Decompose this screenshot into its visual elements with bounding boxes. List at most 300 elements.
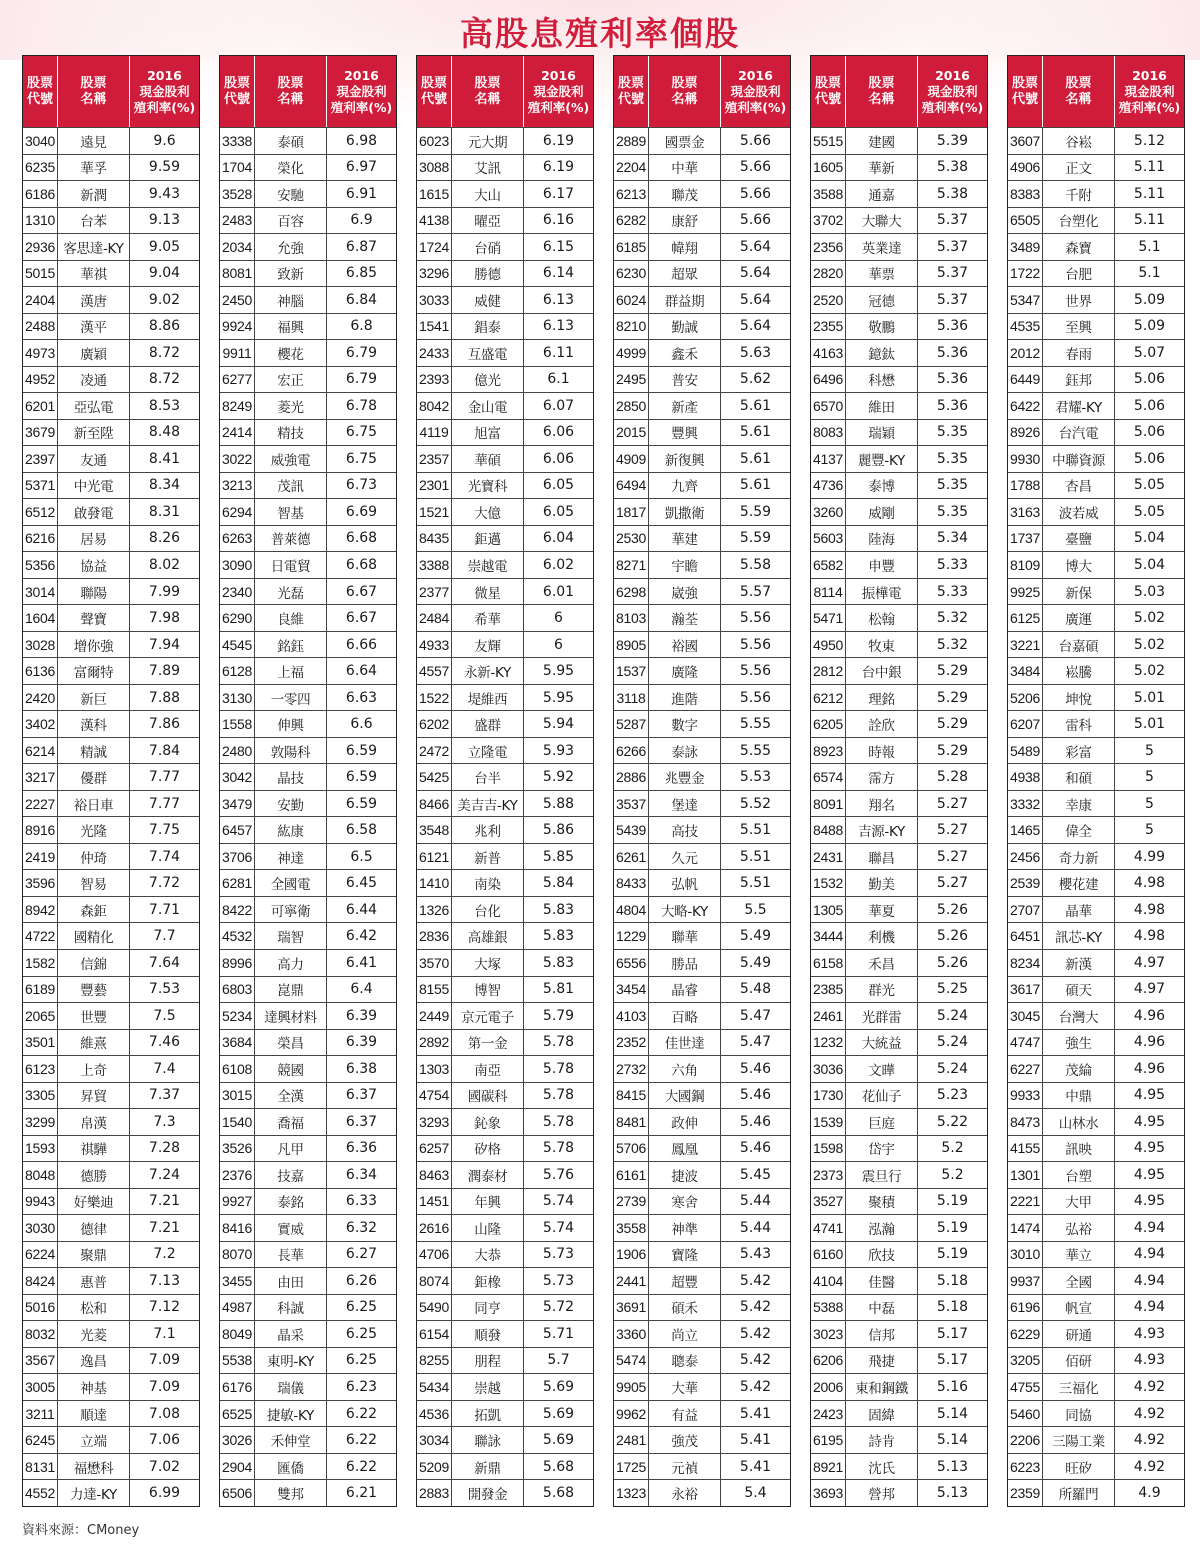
table-header (23, 56, 199, 127)
stock-code: 6266 (614, 738, 649, 764)
stock-code: 2616 (417, 1215, 452, 1241)
dividend-yield: 5.71 (542, 1325, 575, 1342)
dividend-yield: 6.16 (542, 212, 575, 229)
stock-name: 光隆 (58, 817, 130, 843)
dividend-yield: 6.02 (542, 557, 575, 573)
stock-name: 佳世達 (649, 1030, 721, 1056)
stock-name: 帆宣 (1043, 1295, 1115, 1321)
dividend-yield: 5.19 (936, 1246, 969, 1263)
table-row (811, 1320, 987, 1347)
dividend-yield: 5.29 (936, 663, 969, 680)
stock-code: 2373 (811, 1162, 846, 1188)
stock-code: 9905 (614, 1374, 649, 1400)
stock-name: 長華 (255, 1242, 327, 1268)
stock-code: 3693 (811, 1480, 846, 1506)
dividend-yield: 6.45 (345, 875, 378, 892)
stock-code: 2359 (1008, 1480, 1043, 1506)
table-row (220, 1029, 396, 1056)
stock-name: 維熹 (58, 1030, 130, 1056)
stock-code: 3684 (220, 1030, 255, 1056)
table-row (417, 1188, 593, 1215)
table-row (1008, 1135, 1184, 1162)
table-row (811, 525, 987, 552)
dividend-yield: 6.97 (345, 159, 378, 176)
stock-code: 3527 (811, 1189, 846, 1215)
stock-code: 3454 (614, 977, 649, 1003)
table-row (1008, 1294, 1184, 1321)
stock-code: 6290 (220, 605, 255, 631)
table-row (614, 1029, 790, 1056)
dividend-yield: 6.19 (542, 159, 575, 176)
table-row (811, 657, 987, 684)
stock-code: 2204 (614, 155, 649, 181)
dividend-yield: 5.06 (1133, 450, 1166, 467)
stock-name: 順達 (58, 1401, 130, 1427)
stock-name: 台塑 (1043, 1162, 1115, 1188)
stock-code: 1451 (417, 1189, 452, 1215)
stock-code: 4736 (811, 473, 846, 499)
dividend-yield: 5.78 (542, 1060, 575, 1077)
dividend-yield: 5.12 (1133, 132, 1166, 149)
table-row (417, 896, 593, 923)
table-row (1008, 1479, 1184, 1506)
stock-name: 瀚荃 (649, 605, 721, 631)
table-row (1008, 763, 1184, 790)
stock-name: 岱宇 (846, 1136, 918, 1162)
dividend-yield: 5.88 (542, 795, 575, 812)
stock-code: 9927 (220, 1189, 255, 1215)
stock-name: 華祺 (58, 261, 130, 287)
dividend-yield: 9.02 (148, 291, 181, 308)
stock-name: 中聯資源 (1043, 446, 1115, 472)
dividend-yield: 5.52 (739, 795, 772, 812)
stock-name: 豐興 (649, 420, 721, 446)
stock-name: 技嘉 (255, 1162, 327, 1188)
table-row (220, 869, 396, 896)
stock-code: 8463 (417, 1162, 452, 1188)
stock-name: 崑鼎 (255, 977, 327, 1003)
stock-name: 勝德 (452, 261, 524, 287)
table-row (220, 631, 396, 658)
stock-code: 4722 (23, 923, 58, 949)
stock-code: 9925 (1008, 579, 1043, 605)
table-row (1008, 1373, 1184, 1400)
stock-name: 實威 (255, 1215, 327, 1241)
dividend-yield: 5.07 (1133, 344, 1166, 361)
table-row (1008, 1241, 1184, 1268)
stock-name: 東和鋼鐵 (846, 1374, 918, 1400)
dividend-yield: 5.47 (739, 1034, 772, 1051)
table-row (614, 1373, 790, 1400)
table-row (1008, 1188, 1184, 1215)
stock-code: 2433 (417, 340, 452, 366)
stock-code: 2376 (220, 1162, 255, 1188)
stock-code: 5471 (811, 605, 846, 631)
stock-code: 2414 (220, 420, 255, 446)
stock-name: 互盛電 (452, 340, 524, 366)
dividend-yield: 4.93 (1133, 1352, 1166, 1369)
dividend-yield: 6.59 (345, 769, 378, 786)
stock-name: 有益 (649, 1401, 721, 1427)
stock-code: 6128 (220, 658, 255, 684)
stock-code: 1788 (1008, 473, 1043, 499)
stock-name: 六角 (649, 1056, 721, 1082)
stock-name: 台汽電 (1043, 420, 1115, 446)
table-row (417, 1161, 593, 1188)
stock-code: 3444 (811, 923, 846, 949)
dividend-yield: 5.85 (542, 848, 575, 865)
dividend-yield: 6.99 (148, 1485, 181, 1502)
header-dividend-yield: 2016 現金股利 殖利率(%) (330, 67, 393, 115)
stock-code: 6457 (220, 817, 255, 843)
stock-name: 普萊德 (255, 526, 327, 552)
dividend-yield: 5.66 (739, 185, 772, 202)
table-row (811, 790, 987, 817)
dividend-yield: 9.6 (153, 132, 176, 149)
table-row (811, 233, 987, 260)
stock-name: 福懋科 (58, 1454, 130, 1480)
stock-code: 6185 (614, 234, 649, 260)
dividend-yield: 5.24 (936, 1007, 969, 1024)
table-row (1008, 816, 1184, 843)
stock-code: 1541 (417, 314, 452, 340)
stock-code: 6282 (614, 208, 649, 234)
dividend-yield: 7.77 (148, 769, 181, 786)
dividend-yield: 7.4 (153, 1060, 176, 1077)
stock-code: 2539 (1008, 870, 1043, 896)
table-row (417, 578, 593, 605)
dividend-yield: 6.23 (345, 1378, 378, 1395)
dividend-yield: 7.75 (148, 822, 181, 839)
stock-code: 8255 (417, 1348, 452, 1374)
stock-name: 艾訊 (452, 155, 524, 181)
table-row (1008, 1267, 1184, 1294)
table-row (811, 1241, 987, 1268)
stock-code: 8422 (220, 897, 255, 923)
dividend-yield: 5.69 (542, 1378, 575, 1395)
table-row (23, 1161, 199, 1188)
dividend-yield: 8.26 (148, 530, 181, 547)
table-row (811, 843, 987, 870)
stock-code: 1305 (811, 897, 846, 923)
dividend-yield: 6.79 (345, 371, 378, 388)
stock-name: 崇越 (452, 1374, 524, 1400)
table-row (614, 498, 790, 525)
stock-code: 8383 (1008, 181, 1043, 207)
dividend-yield: 7.53 (148, 981, 181, 998)
stock-code: 1474 (1008, 1215, 1043, 1241)
stock-name: 霈方 (846, 764, 918, 790)
stock-name: 強茂 (649, 1427, 721, 1453)
stock-name: 凱撒衛 (649, 499, 721, 525)
table-row (417, 657, 593, 684)
table-row (417, 260, 593, 287)
dividend-yield: 5.84 (542, 875, 575, 892)
stock-code: 3617 (1008, 977, 1043, 1003)
table-row (417, 1400, 593, 1427)
table-row (417, 1108, 593, 1135)
stock-name: 微星 (452, 579, 524, 605)
stock-code: 3388 (417, 552, 452, 578)
table-row (811, 392, 987, 419)
table-row (23, 1294, 199, 1321)
dividend-yield: 5.32 (936, 636, 969, 653)
table-row (417, 976, 593, 1003)
stock-code: 2889 (614, 128, 649, 154)
table-row (614, 949, 790, 976)
stock-name: 櫻花 (255, 340, 327, 366)
dividend-yield: 5.55 (739, 716, 772, 733)
stock-name: 上福 (255, 658, 327, 684)
stock-name: 富爾特 (58, 658, 130, 684)
dividend-yield: 7.3 (153, 1113, 176, 1130)
table-row (23, 869, 199, 896)
dividend-yield: 8.41 (148, 450, 181, 467)
stock-code: 2301 (417, 473, 452, 499)
dividend-yield: 5.36 (936, 371, 969, 388)
dividend-yield: 7.72 (148, 875, 181, 892)
dividend-yield: 7.09 (148, 1378, 181, 1395)
table-row (23, 1241, 199, 1268)
stock-code: 5474 (614, 1348, 649, 1374)
stock-name: 大略-KY (649, 897, 721, 923)
table-row (1008, 1082, 1184, 1109)
stock-code: 5425 (417, 764, 452, 790)
header-stock-name: 股票 名稱 (58, 56, 130, 127)
stock-code: 3570 (417, 950, 452, 976)
table-row (220, 127, 396, 154)
dividend-yield: 7.71 (148, 901, 181, 918)
dividend-yield: 5.61 (739, 477, 772, 494)
stock-name: 泰碩 (255, 128, 327, 154)
stock-name: 至興 (1043, 314, 1115, 340)
dividend-yield: 7.02 (148, 1458, 181, 1475)
stock-name: 三福化 (1043, 1374, 1115, 1400)
table-row (417, 1373, 593, 1400)
stock-name: 申豐 (846, 552, 918, 578)
dividend-yield: 7.74 (148, 848, 181, 865)
stock-name: 新潤 (58, 181, 130, 207)
table-row (417, 1241, 593, 1268)
stock-name: 尚立 (649, 1321, 721, 1347)
stock-code: 9911 (220, 340, 255, 366)
stock-name: 華新 (846, 155, 918, 181)
dividend-yield: 5.58 (739, 557, 772, 573)
stock-code: 2431 (811, 844, 846, 870)
stock-name: 光菱 (58, 1321, 130, 1347)
stock-code: 2449 (417, 1003, 452, 1029)
dividend-yield: 5.43 (739, 1246, 772, 1263)
stock-code: 6574 (811, 764, 846, 790)
dividend-yield: 6.1 (547, 371, 570, 388)
stock-name: 惠普 (58, 1268, 130, 1294)
table-row (220, 710, 396, 737)
stock-code: 8249 (220, 393, 255, 419)
table-row (23, 286, 199, 313)
dividend-yield: 5.09 (1133, 291, 1166, 308)
dividend-yield: 6.13 (542, 291, 575, 308)
stock-code: 6186 (23, 181, 58, 207)
stock-name: 大億 (452, 499, 524, 525)
table-row (614, 392, 790, 419)
dividend-yield: 6.34 (345, 1166, 378, 1183)
stock-name: 泓瀚 (846, 1215, 918, 1241)
table-row (23, 896, 199, 923)
table-row (417, 154, 593, 181)
stock-code: 6123 (23, 1056, 58, 1082)
stock-code: 8103 (614, 605, 649, 631)
table-row (811, 1294, 987, 1321)
stock-name: 瑞穎 (846, 420, 918, 446)
dividend-yield: 6.11 (542, 344, 575, 361)
dividend-yield: 5.4 (744, 1485, 767, 1502)
stock-name: 錩泰 (452, 314, 524, 340)
stock-code: 8996 (220, 950, 255, 976)
dividend-yield: 5.13 (936, 1485, 969, 1502)
table-row (614, 1347, 790, 1374)
stock-name: 鑫禾 (649, 340, 721, 366)
stock-name: 谷崧 (1043, 128, 1115, 154)
header-stock-code: 股票 代號 (23, 56, 58, 127)
stock-name: 鈺邦 (1043, 367, 1115, 393)
stock-name: 坤悅 (1043, 685, 1115, 711)
stock-code: 6422 (1008, 393, 1043, 419)
table-row (23, 180, 199, 207)
table-row (220, 551, 396, 578)
table-row (1008, 1400, 1184, 1427)
stock-name: 廣運 (1043, 605, 1115, 631)
dividend-yield: 8.48 (148, 424, 181, 441)
table-row (23, 1267, 199, 1294)
stock-name: 森寶 (1043, 234, 1115, 260)
dividend-yield: 5.56 (739, 610, 772, 627)
dividend-yield: 5.19 (936, 1219, 969, 1236)
stock-name: 松和 (58, 1295, 130, 1321)
table-row (811, 976, 987, 1003)
stock-code: 2812 (811, 658, 846, 684)
stock-code: 6449 (1008, 367, 1043, 393)
table-row (811, 1479, 987, 1506)
stock-code: 1593 (23, 1136, 58, 1162)
table-row (220, 816, 396, 843)
stock-code: 2461 (811, 1003, 846, 1029)
stock-name: 南亞 (452, 1056, 524, 1082)
stock-name: 台嘉碩 (1043, 632, 1115, 658)
stock-code: 6201 (23, 393, 58, 419)
stock-code: 2820 (811, 261, 846, 287)
stock-code: 1532 (811, 870, 846, 896)
table-row (220, 843, 396, 870)
dividend-yield: 5.63 (739, 344, 772, 361)
stock-name: 匯僑 (255, 1454, 327, 1480)
table-row (220, 737, 396, 764)
stock-name: 康舒 (649, 208, 721, 234)
stock-code: 2423 (811, 1401, 846, 1427)
stock-code: 2377 (417, 579, 452, 605)
table-row (23, 1002, 199, 1029)
dividend-yield: 5.24 (936, 1060, 969, 1077)
stock-code: 3479 (220, 791, 255, 817)
stock-code: 3558 (614, 1215, 649, 1241)
dividend-yield: 5.68 (542, 1458, 575, 1475)
stock-name: 森鉅 (58, 897, 130, 923)
stock-name: 全漢 (255, 1083, 327, 1109)
dividend-yield: 5.27 (936, 822, 969, 839)
stock-name: 菱光 (255, 393, 327, 419)
stock-name: 神準 (649, 1215, 721, 1241)
dividend-yield: 7.99 (148, 583, 181, 600)
table-row (1008, 339, 1184, 366)
dividend-yield: 5.17 (936, 1352, 969, 1369)
dividend-yield: 6.64 (345, 663, 378, 680)
dividend-yield: 5.94 (542, 716, 575, 733)
stock-name: 文曄 (846, 1056, 918, 1082)
dividend-yield: 6.13 (542, 318, 575, 335)
dividend-yield: 5.42 (739, 1352, 772, 1369)
dividend-yield: 5.83 (542, 954, 575, 971)
table-row (811, 949, 987, 976)
stock-code: 3706 (220, 844, 255, 870)
stock-code: 8481 (614, 1109, 649, 1135)
stock-code: 3022 (220, 446, 255, 472)
stock-name: 弘裕 (1043, 1215, 1115, 1241)
dividend-yield: 7.21 (148, 1193, 181, 1210)
stock-name: 營邦 (846, 1480, 918, 1506)
stock-name: 中鼎 (1043, 1083, 1115, 1109)
table-row (614, 631, 790, 658)
table-row (1008, 790, 1184, 817)
stock-code: 1615 (417, 181, 452, 207)
stock-code: 1725 (614, 1454, 649, 1480)
table-row (417, 843, 593, 870)
dividend-yield: 5.51 (739, 875, 772, 892)
table-row (23, 472, 199, 499)
stock-code: 4741 (811, 1215, 846, 1241)
stock-code: 4104 (811, 1268, 846, 1294)
stock-code: 2472 (417, 738, 452, 764)
dividend-yield: 5.73 (542, 1272, 575, 1289)
table-row (220, 578, 396, 605)
table-row (220, 896, 396, 923)
stock-name: 帛漢 (58, 1109, 130, 1135)
stock-code: 6205 (811, 711, 846, 737)
stock-name: 振樺電 (846, 579, 918, 605)
dividend-yield: 5.48 (739, 981, 772, 998)
stock-name: 裕日車 (58, 791, 130, 817)
table-row (417, 1055, 593, 1082)
stock-name: 台化 (452, 897, 524, 923)
table-row (1008, 260, 1184, 287)
stock-code: 8921 (811, 1454, 846, 1480)
stock-code: 2441 (614, 1268, 649, 1294)
dividend-yield: 5.92 (542, 769, 575, 786)
table-row (1008, 1002, 1184, 1029)
table-row (614, 710, 790, 737)
table-row (811, 684, 987, 711)
stock-code: 1229 (614, 923, 649, 949)
table-row (220, 154, 396, 181)
stock-name: 晶采 (255, 1321, 327, 1347)
table-row (220, 1108, 396, 1135)
stock-code: 6136 (23, 658, 58, 684)
stock-name: 新鼎 (452, 1454, 524, 1480)
stock-code: 5347 (1008, 287, 1043, 313)
stock-code: 4138 (417, 208, 452, 234)
stock-code: 5460 (1008, 1401, 1043, 1427)
stock-name: 大聯大 (846, 208, 918, 234)
table-row (1008, 657, 1184, 684)
stock-code: 2015 (614, 420, 649, 446)
